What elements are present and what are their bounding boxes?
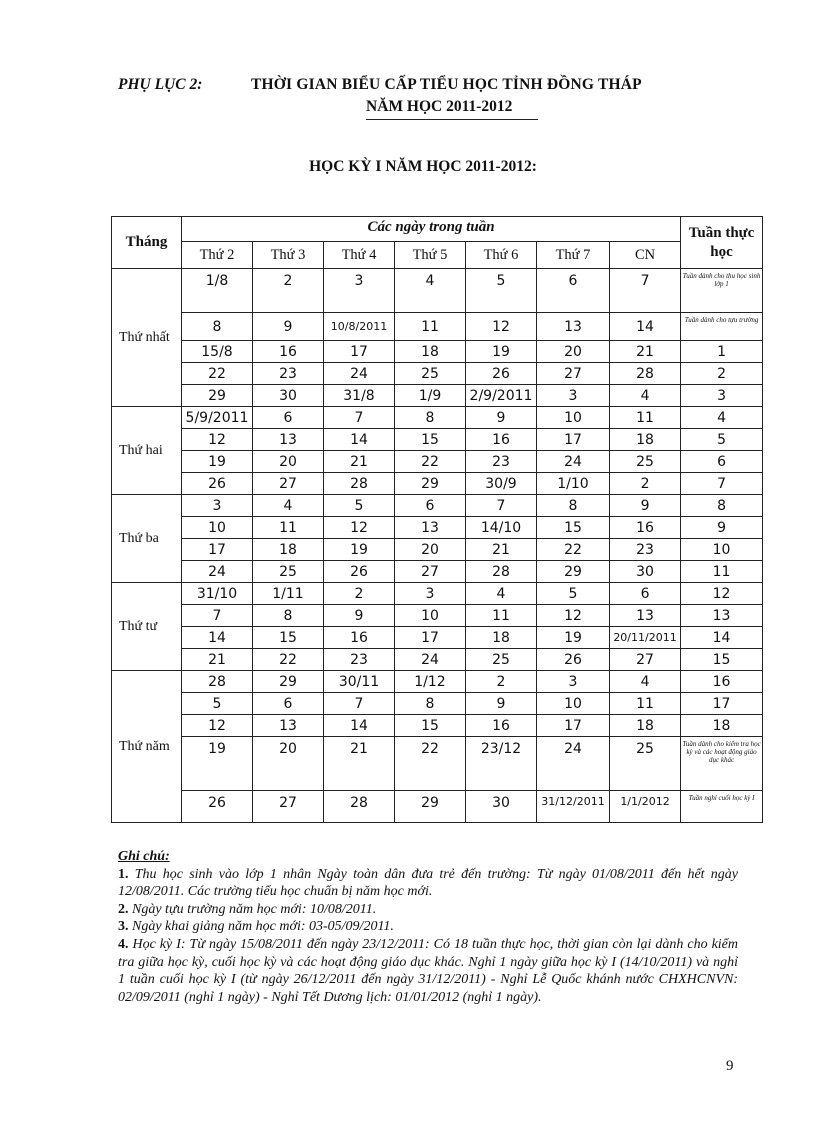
date-cell: 25 xyxy=(253,561,324,583)
week-row xyxy=(112,583,763,605)
date-cell: 8 xyxy=(395,693,466,715)
week-row xyxy=(112,627,763,649)
week-row xyxy=(112,671,763,693)
date-cell: 28 xyxy=(182,671,253,693)
date-cell: 2 xyxy=(466,671,537,693)
day-header-thu: Thứ 5 xyxy=(395,242,466,269)
date-cell: 7 xyxy=(324,693,395,715)
week-note: Tuần dành cho kiểm tra học kỳ và các hoạt động giáo dục khác xyxy=(681,737,763,791)
date-cell: 25 xyxy=(395,363,466,385)
week-row xyxy=(112,715,763,737)
date-cell: 23 xyxy=(610,539,681,561)
date-cell: 28 xyxy=(324,791,395,823)
day-header-tue: Thứ 3 xyxy=(253,242,324,269)
week-row xyxy=(112,791,763,823)
date-cell: 19 xyxy=(466,341,537,363)
date-cell: 30 xyxy=(466,791,537,823)
date-cell: 2 xyxy=(324,583,395,605)
week-row xyxy=(112,429,763,451)
date-cell: 15 xyxy=(253,627,324,649)
date-cell: 14 xyxy=(324,715,395,737)
date-cell: 12 xyxy=(537,605,610,627)
date-cell: 27 xyxy=(610,649,681,671)
date-cell: 13 xyxy=(537,313,610,341)
date-cell: 4 xyxy=(253,495,324,517)
month-label: Thứ ba xyxy=(112,495,182,583)
week-note: Tuần nghỉ cuối học kỳ I xyxy=(681,791,763,823)
date-cell: 25 xyxy=(610,737,681,791)
date-cell: 10 xyxy=(537,693,610,715)
week-row xyxy=(112,473,763,495)
note-text: Ngày tựu trường năm học mới: 10/08/2011. xyxy=(132,901,377,917)
date-cell: 26 xyxy=(466,363,537,385)
week-note: Tuần dành cho thu học sinh lớp 1 xyxy=(681,269,763,313)
month-label: Thứ hai xyxy=(112,407,182,495)
date-cell: 30 xyxy=(610,561,681,583)
date-cell: 3 xyxy=(395,583,466,605)
date-cell: 1/1/2012 xyxy=(610,791,681,823)
date-cell: 29 xyxy=(182,385,253,407)
date-cell: 4 xyxy=(610,671,681,693)
week-row xyxy=(112,407,763,429)
study-week-number: 16 xyxy=(681,671,763,693)
date-cell: 30 xyxy=(253,385,324,407)
date-cell: 21 xyxy=(324,737,395,791)
date-cell: 2 xyxy=(253,269,324,313)
study-week-number: 7 xyxy=(681,473,763,495)
month-label: Thứ nhất xyxy=(112,269,182,407)
study-week-number: 9 xyxy=(681,517,763,539)
date-cell: 5/9/2011 xyxy=(182,407,253,429)
date-cell: 1/11 xyxy=(253,583,324,605)
week-row xyxy=(112,341,763,363)
day-header-sun: CN xyxy=(610,242,681,269)
weekdays-group-header: Các ngày trong tuần xyxy=(182,217,681,242)
date-cell: 17 xyxy=(324,341,395,363)
date-cell: 9 xyxy=(466,407,537,429)
date-cell: 19 xyxy=(182,451,253,473)
date-cell: 4 xyxy=(466,583,537,605)
date-cell: 16 xyxy=(324,627,395,649)
date-cell: 18 xyxy=(466,627,537,649)
date-cell: 27 xyxy=(395,561,466,583)
date-cell: 13 xyxy=(610,605,681,627)
date-cell: 9 xyxy=(324,605,395,627)
date-cell: 19 xyxy=(182,737,253,791)
date-cell: 14 xyxy=(324,429,395,451)
page-number: 9 xyxy=(726,1058,734,1074)
date-cell: 25 xyxy=(610,451,681,473)
date-cell: 18 xyxy=(253,539,324,561)
date-cell: 14 xyxy=(182,627,253,649)
note-item xyxy=(118,901,738,919)
date-cell: 14/10 xyxy=(466,517,537,539)
date-cell: 3 xyxy=(537,385,610,407)
month-label: Thứ năm xyxy=(112,671,182,823)
week-row xyxy=(112,495,763,517)
date-cell: 7 xyxy=(324,407,395,429)
calendar-body xyxy=(112,269,763,823)
date-cell: 3 xyxy=(182,495,253,517)
day-header-mon: Thứ 2 xyxy=(182,242,253,269)
study-week-number: 17 xyxy=(681,693,763,715)
note-item xyxy=(118,918,738,936)
date-cell: 12 xyxy=(466,313,537,341)
date-cell: 23/12 xyxy=(466,737,537,791)
date-cell: 13 xyxy=(253,429,324,451)
date-cell: 27 xyxy=(253,473,324,495)
date-cell: 20 xyxy=(253,451,324,473)
date-cell: 19 xyxy=(324,539,395,561)
study-week-number: 4 xyxy=(681,407,763,429)
date-cell: 5 xyxy=(182,693,253,715)
date-cell: 30/11 xyxy=(324,671,395,693)
date-cell: 18 xyxy=(610,429,681,451)
date-cell: 16 xyxy=(253,341,324,363)
date-cell: 1/10 xyxy=(537,473,610,495)
date-cell: 9 xyxy=(253,313,324,341)
study-week-column-header: Tuần thực học xyxy=(681,217,763,269)
date-cell: 10 xyxy=(537,407,610,429)
date-cell: 22 xyxy=(537,539,610,561)
note-item xyxy=(118,936,738,1006)
date-cell: 3 xyxy=(324,269,395,313)
date-cell: 24 xyxy=(537,451,610,473)
date-cell: 1/9 xyxy=(395,385,466,407)
week-row xyxy=(112,561,763,583)
date-cell: 23 xyxy=(324,649,395,671)
date-cell: 11 xyxy=(466,605,537,627)
date-cell: 20/11/2011 xyxy=(610,627,681,649)
date-cell: 26 xyxy=(182,791,253,823)
study-week-number: 10 xyxy=(681,539,763,561)
date-cell: 28 xyxy=(324,473,395,495)
date-cell: 2/9/2011 xyxy=(466,385,537,407)
date-cell: 13 xyxy=(253,715,324,737)
date-cell: 30/9 xyxy=(466,473,537,495)
calendar-table xyxy=(111,216,763,823)
date-cell: 15 xyxy=(395,715,466,737)
appendix-label: PHỤ LỤC 2: xyxy=(118,76,203,93)
note-item xyxy=(118,866,738,901)
date-cell: 12 xyxy=(182,715,253,737)
school-year-title: NĂM HỌC 2011-2012 xyxy=(366,98,513,115)
date-cell: 4 xyxy=(610,385,681,407)
week-row xyxy=(112,605,763,627)
date-cell: 9 xyxy=(466,693,537,715)
study-week-number: 1 xyxy=(681,341,763,363)
notes-section xyxy=(118,848,738,1006)
date-cell: 12 xyxy=(324,517,395,539)
date-cell: 10/8/2011 xyxy=(324,313,395,341)
week-row xyxy=(112,737,763,791)
date-cell: 6 xyxy=(253,693,324,715)
week-row xyxy=(112,539,763,561)
date-cell: 24 xyxy=(324,363,395,385)
week-row xyxy=(112,649,763,671)
study-week-number: 12 xyxy=(681,583,763,605)
study-week-number: 5 xyxy=(681,429,763,451)
date-cell: 20 xyxy=(395,539,466,561)
date-cell: 8 xyxy=(182,313,253,341)
note-number: 1. xyxy=(118,866,129,882)
date-cell: 11 xyxy=(253,517,324,539)
study-week-number: 2 xyxy=(681,363,763,385)
day-header-wed: Thứ 4 xyxy=(324,242,395,269)
date-cell: 27 xyxy=(537,363,610,385)
date-cell: 26 xyxy=(324,561,395,583)
date-cell: 16 xyxy=(466,715,537,737)
date-cell: 8 xyxy=(395,407,466,429)
date-cell: 5 xyxy=(324,495,395,517)
study-week-number: 6 xyxy=(681,451,763,473)
date-cell: 6 xyxy=(395,495,466,517)
week-row xyxy=(112,269,763,313)
date-cell: 15 xyxy=(395,429,466,451)
week-row xyxy=(112,451,763,473)
date-cell: 17 xyxy=(537,715,610,737)
date-cell: 11 xyxy=(610,693,681,715)
date-cell: 18 xyxy=(395,341,466,363)
note-text: Thu học sinh vào lớp 1 nhân Ngày toàn dân đưa trẻ đến trường: Từ ngày 01/08/2011 đến hết ngày 12/08/2011. Các trường tiểu học chuẩn bị năm học mới. xyxy=(118,866,739,900)
study-week-number: 8 xyxy=(681,495,763,517)
semester-title: HỌC KỲ I NĂM HỌC 2011-2012: xyxy=(309,158,537,175)
date-cell: 8 xyxy=(253,605,324,627)
date-cell: 22 xyxy=(395,737,466,791)
date-cell: 14 xyxy=(610,313,681,341)
day-header-fri: Thứ 6 xyxy=(466,242,537,269)
date-cell: 20 xyxy=(253,737,324,791)
date-cell: 5 xyxy=(466,269,537,313)
date-cell: 26 xyxy=(182,473,253,495)
document-title: THỜI GIAN BIỂU CẤP TIỂU HỌC TỈNH ĐỒNG THÁP xyxy=(251,76,642,93)
date-cell: 17 xyxy=(537,429,610,451)
date-cell: 15/8 xyxy=(182,341,253,363)
date-cell: 3 xyxy=(537,671,610,693)
date-cell: 16 xyxy=(466,429,537,451)
date-cell: 1/12 xyxy=(395,671,466,693)
date-cell: 29 xyxy=(537,561,610,583)
date-cell: 1/8 xyxy=(182,269,253,313)
study-week-number: 18 xyxy=(681,715,763,737)
note-text: Học kỳ I: Từ ngày 15/08/2011 đến ngày 23/12/2011: Có 18 tuần thực học, thời gian còn lại dành cho kiểm tra giữa học kỳ, cuối học kỳ và các hoạt động giáo dục khác. Nghỉ 1 ngày giữa học kỳ I (14/10/2011) và nghỉ 1 tuần cuối học kỳ I (từ ngày 26/12/2011 đến ngày 31/12/2011) - Nghỉ Lễ Quốc khánh nước CHXHCNVN: 02/09/2011 (nghỉ 1 ngày) - Nghỉ Tết Dương lịch: 01/01/2012 (nghỉ 1 ngày). xyxy=(118,936,739,1005)
date-cell: 15 xyxy=(537,517,610,539)
week-note: Tuần dành cho tựu trường xyxy=(681,313,763,341)
month-label: Thứ tư xyxy=(112,583,182,671)
date-cell: 28 xyxy=(610,363,681,385)
date-cell: 19 xyxy=(537,627,610,649)
date-cell: 11 xyxy=(395,313,466,341)
date-cell: 17 xyxy=(395,627,466,649)
date-cell: 24 xyxy=(395,649,466,671)
date-cell: 29 xyxy=(395,473,466,495)
date-cell: 10 xyxy=(395,605,466,627)
note-number: 2. xyxy=(118,901,129,917)
date-cell: 21 xyxy=(610,341,681,363)
note-number: 4. xyxy=(118,936,129,952)
date-cell: 10 xyxy=(182,517,253,539)
study-week-number: 3 xyxy=(681,385,763,407)
study-week-number: 11 xyxy=(681,561,763,583)
date-cell: 31/10 xyxy=(182,583,253,605)
date-cell: 29 xyxy=(253,671,324,693)
week-row xyxy=(112,385,763,407)
date-cell: 24 xyxy=(537,737,610,791)
date-cell: 4 xyxy=(395,269,466,313)
day-header-sat: Thứ 7 xyxy=(537,242,610,269)
date-cell: 18 xyxy=(610,715,681,737)
date-cell: 21 xyxy=(182,649,253,671)
week-row xyxy=(112,693,763,715)
week-row xyxy=(112,363,763,385)
date-cell: 31/12/2011 xyxy=(537,791,610,823)
date-cell: 12 xyxy=(182,429,253,451)
title-underline xyxy=(366,119,538,120)
date-cell: 6 xyxy=(610,583,681,605)
date-cell: 27 xyxy=(253,791,324,823)
date-cell: 22 xyxy=(395,451,466,473)
date-cell: 2 xyxy=(610,473,681,495)
date-cell: 26 xyxy=(537,649,610,671)
date-cell: 7 xyxy=(182,605,253,627)
date-cell: 31/8 xyxy=(324,385,395,407)
date-cell: 22 xyxy=(182,363,253,385)
date-cell: 7 xyxy=(610,269,681,313)
date-cell: 28 xyxy=(466,561,537,583)
date-cell: 6 xyxy=(253,407,324,429)
date-cell: 5 xyxy=(537,583,610,605)
date-cell: 13 xyxy=(395,517,466,539)
date-cell: 25 xyxy=(466,649,537,671)
date-cell: 8 xyxy=(537,495,610,517)
week-row xyxy=(112,313,763,341)
date-cell: 17 xyxy=(182,539,253,561)
date-cell: 7 xyxy=(466,495,537,517)
date-cell: 9 xyxy=(610,495,681,517)
week-row xyxy=(112,517,763,539)
date-cell: 16 xyxy=(610,517,681,539)
note-number: 3. xyxy=(118,919,129,935)
date-cell: 22 xyxy=(253,649,324,671)
month-column-header: Tháng xyxy=(112,217,182,269)
date-cell: 24 xyxy=(182,561,253,583)
date-cell: 29 xyxy=(395,791,466,823)
date-cell: 21 xyxy=(324,451,395,473)
date-cell: 20 xyxy=(537,341,610,363)
notes-heading: Ghi chú: xyxy=(118,849,170,864)
date-cell: 23 xyxy=(466,451,537,473)
study-week-number: 15 xyxy=(681,649,763,671)
study-week-number: 14 xyxy=(681,627,763,649)
date-cell: 6 xyxy=(537,269,610,313)
date-cell: 23 xyxy=(253,363,324,385)
date-cell: 11 xyxy=(610,407,681,429)
study-week-number: 13 xyxy=(681,605,763,627)
date-cell: 21 xyxy=(466,539,537,561)
note-text: Ngày khai giảng năm học mới: 03-05/09/2011. xyxy=(132,919,394,935)
